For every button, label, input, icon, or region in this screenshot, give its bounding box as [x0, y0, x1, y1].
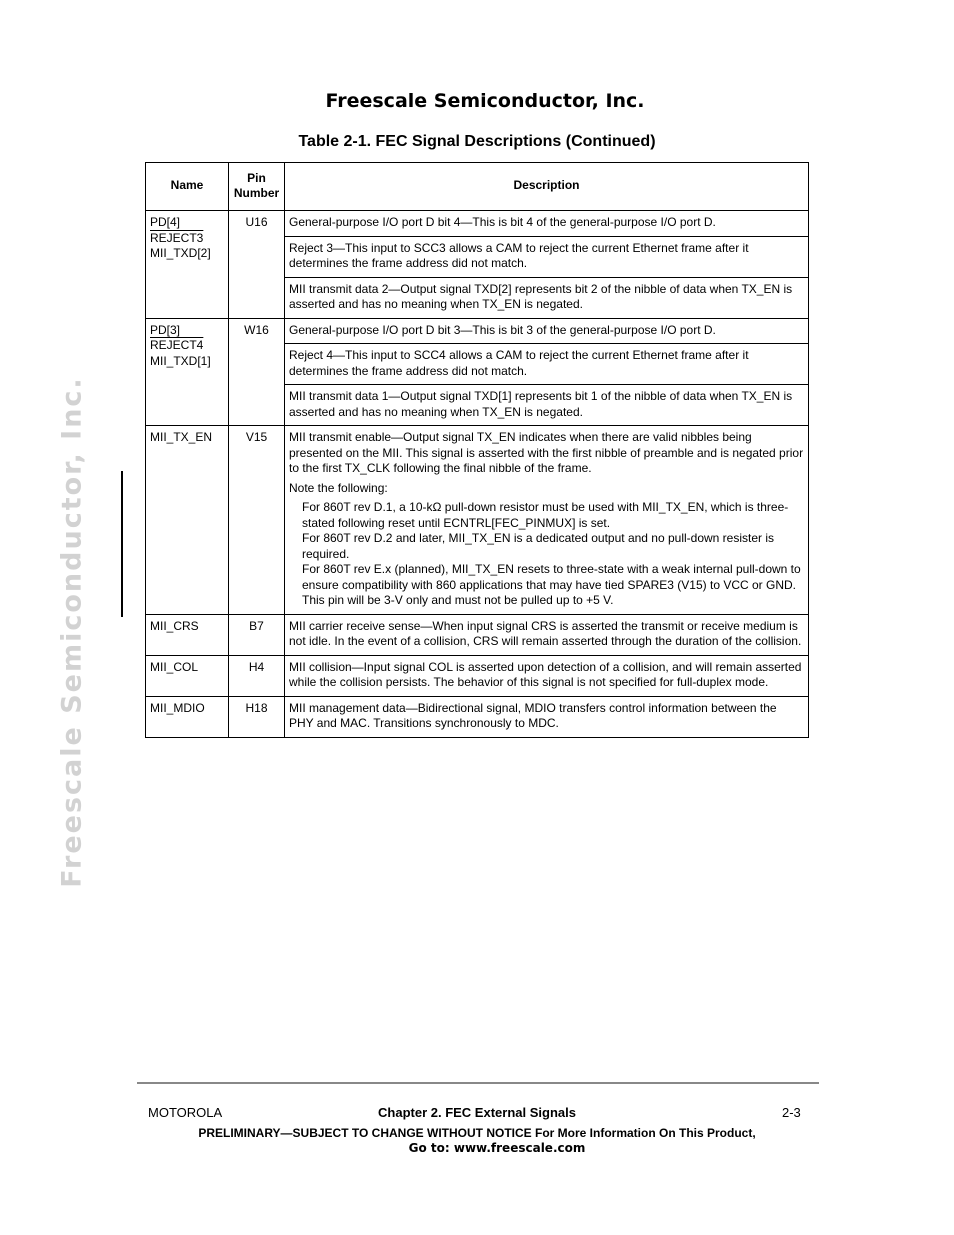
signal-name: MII_MDIO [146, 696, 229, 737]
table-header-row [146, 163, 809, 211]
note-item: For 860T rev D.2 and later, MII_TX_EN is a dedicated output and no pull-down resister is required. [302, 531, 775, 561]
signal-description: MII transmit enable—Output signal TX_EN indicates when there are valid nibbles being presented on the MII. This signal is asserted with the first nibble of preamble and is negated prior to the first TX_CLK following the final nibble of the frame. [289, 430, 804, 475]
signal-name: MII_COL [146, 655, 229, 696]
signal-name: PD[4] [150, 215, 181, 229]
signal-name: REJECT4 [150, 338, 204, 352]
signal-description-cell [285, 426, 809, 615]
signal-description: Reject 3—This input to SCC3 allows a CAM to reject the current Ethernet frame after it determines the frame address did not match. [285, 236, 809, 277]
column-header-pin [229, 163, 285, 211]
pin-number: V15 [229, 426, 285, 615]
footer-goto-link: Go to: www.freescale.com [408, 1141, 586, 1155]
fec-signal-table [145, 162, 809, 738]
table-row [146, 211, 809, 237]
pin-header-line1: Pin [247, 170, 266, 185]
signal-name: MII_CRS [146, 614, 229, 655]
footer-rule [137, 1082, 819, 1084]
pin-number: W16 [229, 318, 285, 426]
note-label: Note the following: [289, 480, 388, 495]
signal-name: PD[3] [150, 322, 181, 337]
company-header: Freescale Semiconductor, Inc. [325, 90, 645, 112]
signal-description: MII transmit data 2—Output signal TXD[2] represents bit 2 of the nibble of data when TX_EN is asserted and has no meaning when TX_EN is negated. [285, 277, 809, 318]
table-row [146, 696, 809, 737]
footer-chapter-title: Chapter 2. FEC External Signals [378, 1105, 576, 1120]
signal-description: General-purpose I/O port D bit 4—This is bit 4 of the general-purpose I/O port D. [285, 211, 809, 237]
column-header-name: Name [146, 163, 229, 211]
signal-name: MII_TX_EN [146, 426, 229, 615]
signal-name-cell [146, 211, 229, 319]
table-row [146, 655, 809, 696]
footer-publisher: MOTOROLA [148, 1105, 223, 1120]
signal-description: MII carrier receive sense—When input signal CRS is asserted the transmit or receive medium is not idle. In the event of a collision, CRS will remain asserted through the duration of the collision. [285, 614, 809, 655]
signal-description: MII transmit data 1—Output signal TXD[1] represents bit 1 of the nibble of data when TX_EN is asserted and has no meaning when TX_EN is negated. [285, 385, 809, 426]
pin-number: U16 [229, 211, 285, 319]
signal-description: General-purpose I/O port D bit 3—This is bit 3 of the general-purpose I/O port D. [285, 318, 809, 344]
change-bar [121, 471, 123, 617]
preliminary-notice: PRELIMINARY—SUBJECT TO CHANGE WITHOUT NOTICE [198, 1126, 532, 1140]
table-row [146, 426, 809, 615]
pin-number: B7 [229, 614, 285, 655]
column-header-description: Description [285, 163, 809, 211]
signal-description: Reject 4—This input to SCC4 allows a CAM to reject the current Ethernet frame after it determines the frame address did not match. [285, 344, 809, 385]
table-row [146, 614, 809, 655]
signal-description: MII management data—Bidirectional signal, MDIO transfers control information between the PHY and MAC. Transitions synchronously to MDC. [285, 696, 809, 737]
side-watermark: Freescale Semiconductor, Inc. [56, 376, 88, 888]
signal-name-cell [146, 318, 229, 426]
note-item: For 860T rev D.1, a 10-kΩ pull-down resistor must be used with MII_TX_EN, which is three-stated following reset until ECNTRL[FEC_PINMUX] is set. [302, 500, 789, 530]
signal-name: REJECT3 [150, 230, 204, 245]
table-row [146, 318, 809, 344]
footer-page-number: 2-3 [782, 1105, 801, 1120]
note-item: For 860T rev E.x (planned), MII_TX_EN resets to three-state with a weak internal pull-down to ensure compatibility with 860 applications that may have tied SPARE3 (V15) to VCC or GND. This pin will be 3-V only and must not be pulled up to +5 V. [302, 562, 801, 607]
pin-number: H18 [229, 696, 285, 737]
more-info-notice: For More Information On This Product, [535, 1126, 756, 1140]
signal-name: MII_TXD[1] [150, 353, 211, 368]
signal-description: MII collision—Input signal COL is asserted upon detection of a collision, and will remain asserted while the collision persists. The behavior of this signal is not specified for full-duplex mode. [285, 655, 809, 696]
signal-name: MII_TXD[2] [150, 246, 211, 260]
pin-number: H4 [229, 655, 285, 696]
footer-notice [0, 1126, 954, 1140]
table-caption: Table 2-1. FEC Signal Descriptions (Continued) [298, 133, 656, 150]
pin-header-line2: Number [233, 186, 280, 200]
